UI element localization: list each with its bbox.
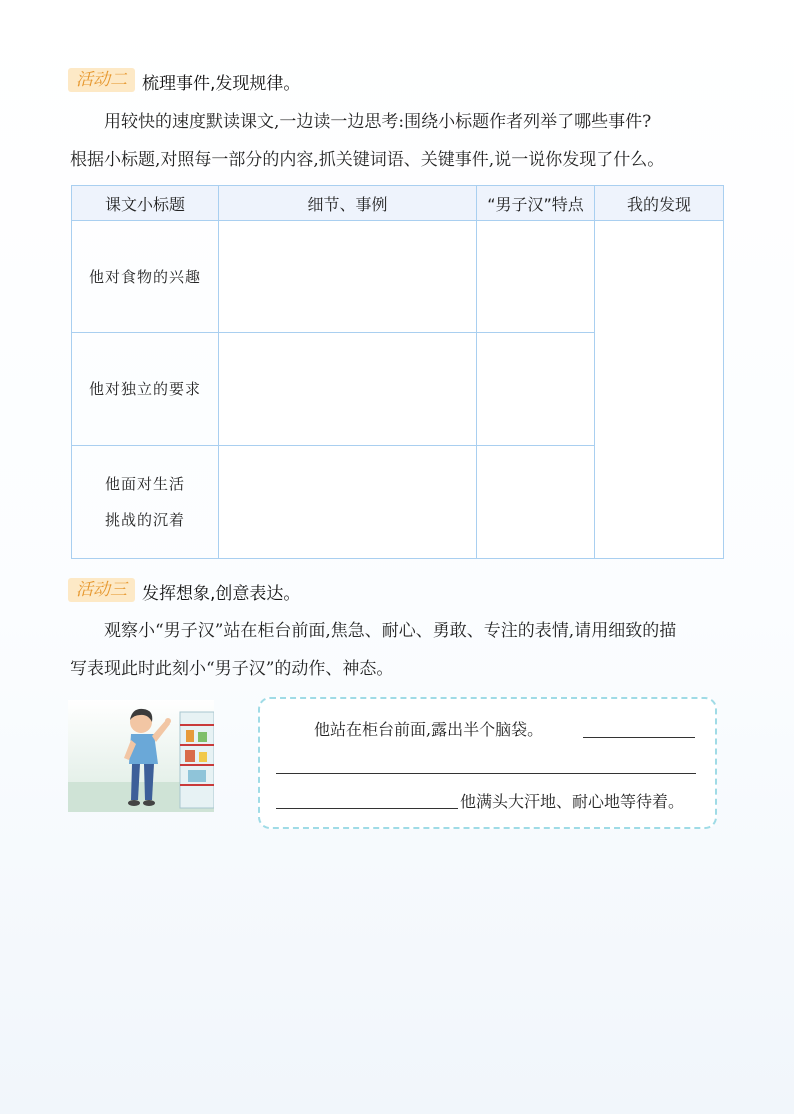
activity-tag-2: 活动二 <box>68 68 135 92</box>
instruction-line-2: 写表现此时此刻小“男子汉”的动作、神态。 <box>70 659 394 679</box>
activity-3-instructions <box>70 612 740 688</box>
details-cell-1[interactable] <box>219 221 477 333</box>
analysis-table <box>71 185 724 559</box>
header-traits: “男子汉”特点 <box>477 186 595 221</box>
boy-at-counter-illustration <box>68 700 214 812</box>
row-title-line-1: 他面对生活 <box>104 475 185 493</box>
traits-cell-1[interactable] <box>477 221 595 333</box>
writing-box <box>258 697 717 829</box>
instruction-line-1: 观察小“男子汉”站在柜台前面,焦急、耐心、勇敢、专注的表情,请用细致的描 <box>104 621 677 641</box>
details-cell-2[interactable] <box>219 333 477 446</box>
answer-line-1[interactable] <box>583 737 695 738</box>
traits-cell-3[interactable] <box>477 446 595 559</box>
activity-3-title: 发挥想象,创意表达。 <box>142 584 301 604</box>
writing-prompt-1: 他站在柜台前面,露出半个脑袋。 <box>314 720 544 739</box>
writing-prompt-3: 他满头大汗地、耐心地等待着。 <box>460 792 685 811</box>
row-title-food: 他对食物的兴趣 <box>72 221 219 333</box>
activity-2-instructions <box>70 103 740 179</box>
answer-line-3[interactable] <box>276 808 458 809</box>
answer-line-2[interactable] <box>276 773 696 774</box>
activity-2-title: 梳理事件,发现规律。 <box>142 74 301 94</box>
activity-tag-3: 活动三 <box>68 578 135 602</box>
instruction-line-1: 用较快的速度默读课文,一边读一边思考:围绕小标题作者列举了哪些事件? <box>104 112 652 132</box>
row-title-independence: 他对独立的要求 <box>72 333 219 446</box>
traits-cell-2[interactable] <box>477 333 595 446</box>
header-details: 细节、事例 <box>219 186 477 221</box>
findings-cell[interactable] <box>595 221 724 559</box>
instruction-line-2: 根据小标题,对照每一部分的内容,抓关键词语、关键事件,说一说你发现了什么。 <box>70 150 665 170</box>
details-cell-3[interactable] <box>219 446 477 559</box>
row-title-challenge <box>72 446 219 559</box>
header-findings: 我的发现 <box>595 186 724 221</box>
row-title-line-2: 挑战的沉着 <box>104 511 185 529</box>
header-subtitle: 课文小标题 <box>72 186 219 221</box>
